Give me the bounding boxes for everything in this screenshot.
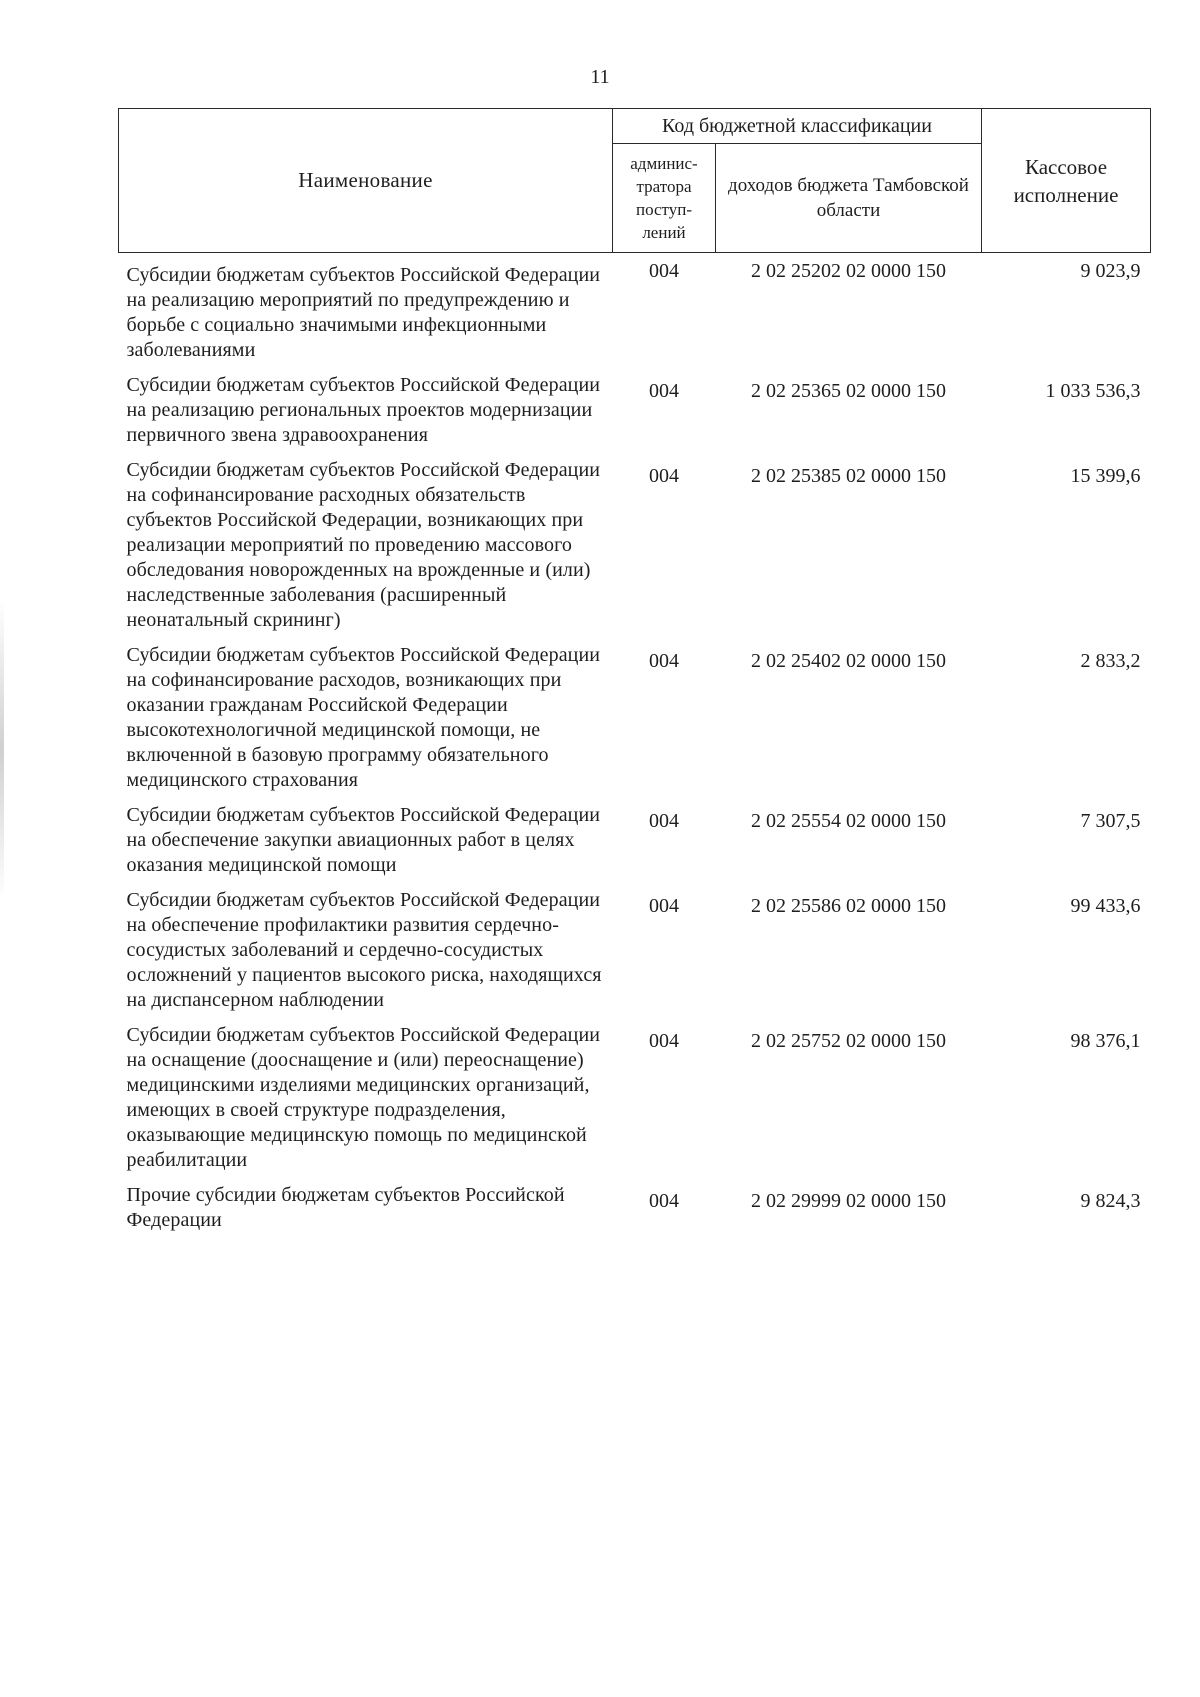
row-admin: 004 bbox=[649, 810, 679, 832]
row-sum: 9 824,3 bbox=[1080, 1190, 1141, 1212]
table-row bbox=[119, 373, 1151, 458]
row-admin: 004 bbox=[649, 465, 679, 487]
row-name: Прочие субсидии бюджетам субъектов Российской Федерации bbox=[126, 1184, 565, 1231]
row-admin: 004 bbox=[649, 1030, 679, 1052]
row-code: 2 02 25554 02 0000 150 bbox=[751, 810, 946, 832]
row-admin: 004 bbox=[649, 1190, 679, 1212]
table-header bbox=[119, 109, 1151, 253]
table-row bbox=[119, 458, 1151, 643]
row-name: Субсидии бюджетам субъектов Российской Федерации на обеспечение закупки авиационных работ в целях оказания медицинской помощи bbox=[126, 804, 601, 876]
page-number: 11 bbox=[590, 66, 610, 88]
row-name: Субсидии бюджетам субъектов Российской Федерации на софинансирование расходов, возникающих при оказании гражданам Российской Федерации высокотехнологичной медицинской помощи, не включенной в базовую программу обязательного медицинского страхования bbox=[126, 644, 601, 791]
header-sum: Кассовое исполнение bbox=[982, 109, 1151, 253]
header-code: доходов бюджета Тамбовской области bbox=[716, 144, 982, 253]
table-row bbox=[119, 1183, 1151, 1243]
row-name: Субсидии бюджетам субъектов Российской Федерации на реализацию мероприятий по предупреждению и борьбе с социально значимыми инфекционными заболеваниями bbox=[126, 264, 601, 361]
row-admin: 004 bbox=[649, 895, 679, 917]
row-code: 2 02 25586 02 0000 150 bbox=[751, 895, 946, 917]
table-row bbox=[119, 253, 1151, 374]
table-row bbox=[119, 1023, 1151, 1183]
row-name: Субсидии бюджетам субъектов Российской Федерации на софинансирование расходных обязательств субъектов Российской Федерации, возникающих при реализации мероприятий по проведению массового обследования новорожденных на врожденные и (или) наследственные заболевания (расширенный неонатальный скрининг) bbox=[126, 459, 601, 631]
row-code: 2 02 25385 02 0000 150 bbox=[751, 465, 946, 487]
budget-table-wrapper bbox=[118, 108, 1150, 1243]
row-sum: 98 376,1 bbox=[1070, 1030, 1141, 1052]
row-admin: 004 bbox=[649, 650, 679, 672]
row-sum: 9 023,9 bbox=[1080, 260, 1141, 282]
row-code: 2 02 25202 02 0000 150 bbox=[751, 260, 946, 282]
row-admin: 004 bbox=[649, 260, 679, 282]
header-name: Наименование bbox=[119, 109, 613, 253]
row-code: 2 02 25402 02 0000 150 bbox=[751, 650, 946, 672]
row-code: 2 02 25365 02 0000 150 bbox=[751, 380, 946, 402]
row-sum: 7 307,5 bbox=[1080, 810, 1141, 832]
budget-table bbox=[118, 108, 1151, 1243]
row-sum: 15 399,6 bbox=[1070, 465, 1141, 487]
row-code: 2 02 29999 02 0000 150 bbox=[751, 1190, 946, 1212]
header-kbk-group: Код бюджетной классификации bbox=[613, 109, 982, 144]
table-row bbox=[119, 803, 1151, 888]
row-sum: 2 833,2 bbox=[1080, 650, 1141, 672]
scan-edge-shadow bbox=[0, 600, 4, 900]
row-sum: 99 433,6 bbox=[1070, 895, 1141, 917]
row-name: Субсидии бюджетам субъектов Российской Федерации на реализацию региональных проектов модернизации первичного звена здравоохранения bbox=[126, 374, 601, 446]
row-admin: 004 bbox=[649, 380, 679, 402]
table-row bbox=[119, 888, 1151, 1023]
row-code: 2 02 25752 02 0000 150 bbox=[751, 1030, 946, 1052]
header-admin: админис-тратора поступ-лений bbox=[613, 144, 716, 253]
row-name: Субсидии бюджетам субъектов Российской Федерации на оснащение (дооснащение и (или) переоснащение) медицинскими изделиями медицинских организаций, имеющих в своей структуре подразделения, оказывающие медицинскую помощь по медицинской реабилитации bbox=[126, 1024, 601, 1171]
table-row bbox=[119, 643, 1151, 803]
table-body bbox=[119, 253, 1151, 1244]
row-sum: 1 033 536,3 bbox=[1045, 380, 1141, 402]
row-name: Субсидии бюджетам субъектов Российской Федерации на обеспечение профилактики развития сердечно-сосудистых заболеваний и сердечно-сосудистых осложнений у пациентов высокого риска, находящихся на диспансерном наблюдении bbox=[126, 889, 602, 1011]
